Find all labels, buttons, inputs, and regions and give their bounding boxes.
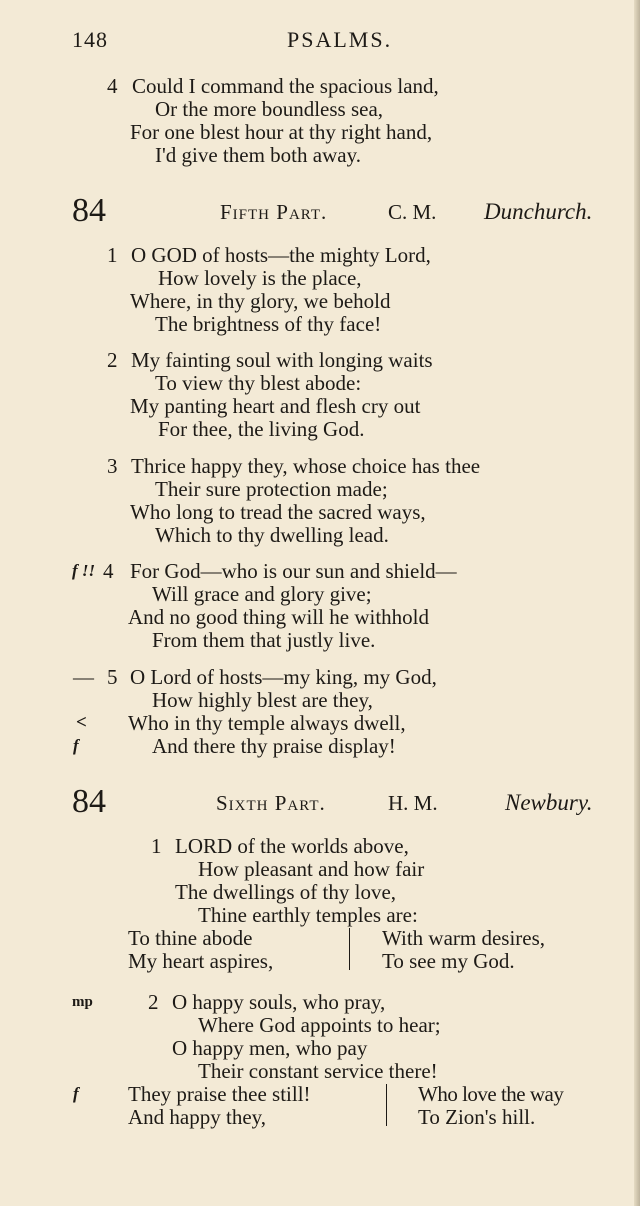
column-divider: [349, 928, 350, 970]
split-line-left: They praise thee still!: [128, 1082, 311, 1106]
verse-line: The brightness of thy face!: [155, 312, 382, 336]
split-line-left: To thine abode: [128, 926, 253, 950]
verse-line: Could I command the spacious land,: [132, 74, 439, 98]
verse-number: 5: [107, 665, 118, 689]
psalm-part: Fifth Part.: [220, 200, 328, 224]
verse-line: My fainting soul with longing waits: [131, 348, 433, 372]
verse-line: How highly blest are they,: [152, 688, 373, 712]
verse-line: How lovely is the place,: [158, 266, 362, 290]
verse-line: To view thy blest abode:: [155, 371, 362, 395]
tune-name: Dunchurch.: [484, 199, 593, 224]
split-line-right: To Zion's hill.: [418, 1105, 536, 1129]
verse-line: How pleasant and how fair: [198, 857, 425, 881]
verse-line: For one blest hour at thy right hand,: [130, 120, 433, 144]
verse-number: 2: [107, 348, 118, 372]
verse-line: O Lord of hosts—my king, my God,: [130, 665, 437, 689]
crescendo-mark: <: [76, 712, 87, 733]
verse-line: Their sure protection made;: [155, 477, 388, 501]
psalm-number: 84: [72, 783, 106, 820]
verse-line: The dwellings of thy love,: [175, 880, 397, 904]
verse-number: 1: [151, 834, 162, 858]
page-number: 148: [72, 27, 108, 52]
split-line-right: Who love the way: [418, 1082, 564, 1106]
verse-line: Which to thy dwelling lead.: [155, 523, 389, 547]
verse-line: And there thy praise display!: [152, 734, 396, 758]
verse-line: Their constant service there!: [198, 1059, 438, 1083]
verse-number: 4: [103, 559, 114, 583]
forte-mark: f: [73, 1084, 79, 1103]
split-line-left: And happy they,: [128, 1105, 267, 1129]
verse-line: LORD of the worlds above,: [175, 834, 409, 858]
split-line-left: My heart aspires,: [128, 949, 274, 973]
psalm-number: 84: [72, 192, 106, 229]
split-line-right: To see my God.: [382, 949, 515, 973]
verse-line: Where, in thy glory, we behold: [130, 289, 391, 313]
dynamic-mark: —: [73, 665, 94, 689]
psalm-meter: H. M.: [388, 791, 438, 815]
page-edge: [634, 0, 640, 1206]
running-title: PSALMS.: [287, 27, 393, 52]
psalm-part: Sixth Part.: [216, 791, 326, 815]
verse-line: Or the more boundless sea,: [155, 97, 384, 121]
dynamic-mark: mp: [72, 994, 93, 1010]
verse-line: For thee, the living God.: [158, 417, 365, 441]
psalm-meter: C. M.: [388, 200, 437, 224]
verse-line: Who long to tread the sacred ways,: [130, 500, 426, 524]
verse-line: O happy men, who pay: [172, 1036, 368, 1060]
verse-number: 1: [107, 243, 118, 267]
verse-line: I'd give them both away.: [155, 143, 361, 167]
verse-number: 4: [107, 74, 118, 98]
verse-line: For God—who is our sun and shield—: [130, 559, 457, 583]
forte-mark: f: [73, 736, 79, 755]
verse-line: From them that justly live.: [152, 628, 376, 652]
verse-line: Thine earthly temples are:: [198, 903, 418, 927]
tune-name: Newbury.: [505, 790, 593, 815]
verse-number: 3: [107, 454, 118, 478]
verse-line: O happy souls, who pray,: [172, 990, 386, 1014]
verse-line: O GOD of hosts—the mighty Lord,: [131, 243, 431, 267]
verse-line: Will grace and glory give;: [152, 582, 372, 606]
verse-line: My panting heart and flesh cry out: [130, 394, 421, 418]
verse-line: Thrice happy they, whose choice has thee: [131, 454, 481, 478]
dynamic-mark: f !!: [72, 561, 96, 580]
column-divider: [386, 1084, 387, 1126]
verse-line: Where God appoints to hear;: [198, 1013, 441, 1037]
verse-number: 2: [148, 990, 159, 1014]
split-line-right: With warm desires,: [382, 926, 546, 950]
verse-line: And no good thing will he withhold: [128, 605, 429, 629]
verse-line: Who in thy temple always dwell,: [128, 711, 406, 735]
